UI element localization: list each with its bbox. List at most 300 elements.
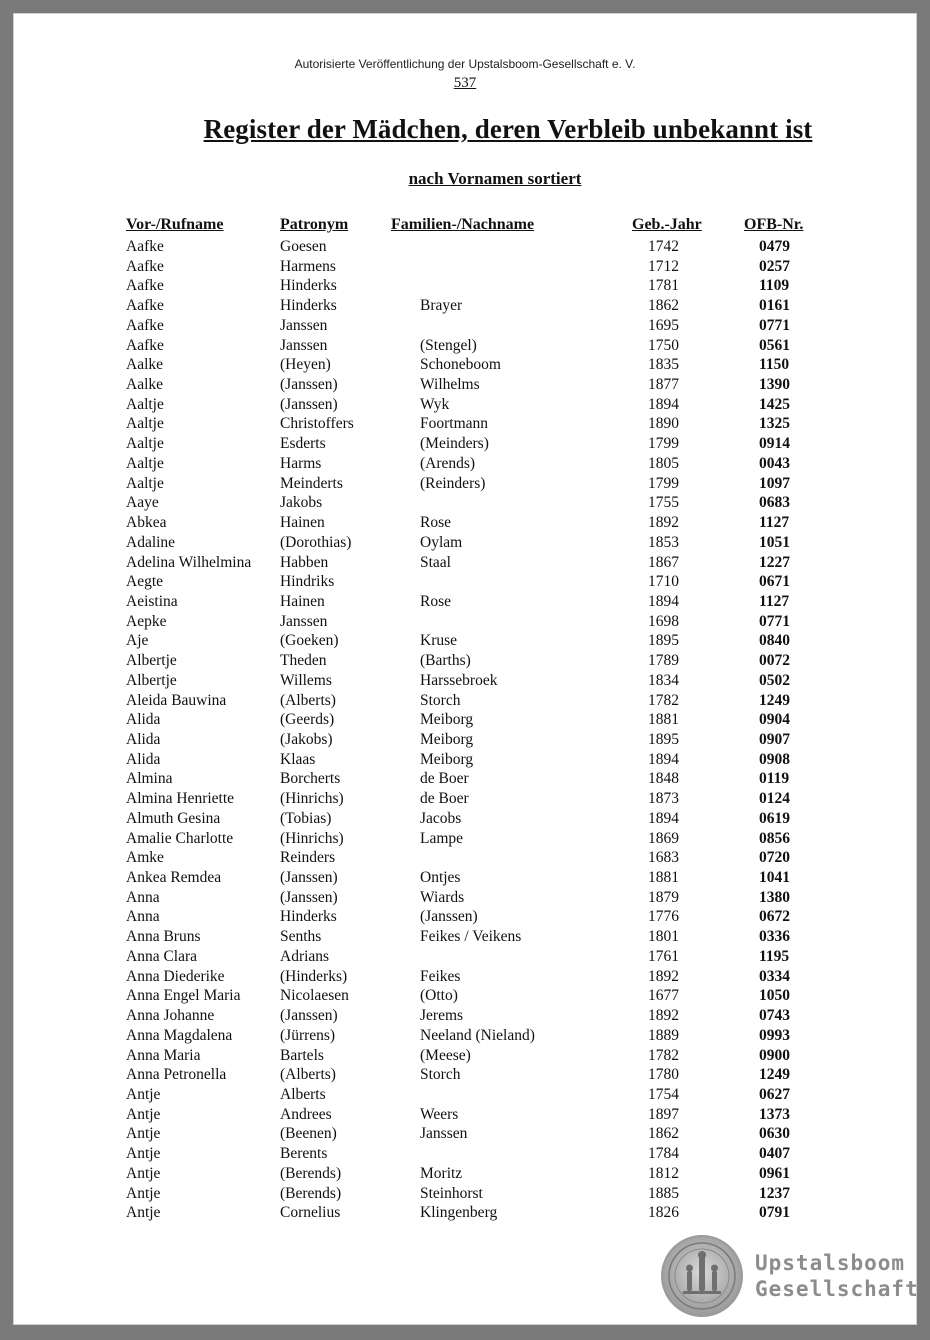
cell-family-name: Storch	[420, 1066, 461, 1084]
cell-patronym: Habben	[280, 553, 329, 571]
cell-family-name: Rose	[420, 514, 451, 532]
cell-first-name: Aleida Bauwina	[126, 691, 227, 709]
cell-birth-year: 1885	[648, 1184, 679, 1202]
table-row	[13, 474, 917, 494]
table-row	[13, 257, 917, 277]
cell-first-name: Aepke	[126, 612, 167, 630]
table-row	[13, 493, 917, 513]
cell-first-name: Alida	[126, 750, 161, 768]
cell-ofb-number: 1249	[759, 1066, 790, 1084]
cell-first-name: Anna Diederike	[126, 967, 225, 985]
cell-birth-year: 1695	[648, 316, 679, 334]
table-row	[13, 276, 917, 296]
cell-patronym: (Berends)	[280, 1184, 342, 1202]
cell-family-name: Brayer	[420, 297, 463, 315]
cell-first-name: Antje	[126, 1105, 161, 1123]
cell-ofb-number: 1390	[759, 376, 790, 394]
cell-ofb-number: 1227	[759, 553, 790, 571]
cell-ofb-number: 0961	[759, 1164, 790, 1182]
cell-family-name: Jerems	[420, 1007, 464, 1025]
cell-first-name: Anna Clara	[126, 947, 198, 965]
table-row	[13, 296, 917, 316]
cell-birth-year: 1894	[648, 395, 679, 413]
cell-patronym: Berents	[280, 1145, 328, 1163]
cell-family-name: Rose	[420, 592, 451, 610]
cell-family-name: Staal	[420, 553, 451, 571]
table-row	[13, 553, 917, 573]
page-subtitle: nach Vornamen sortiert	[408, 169, 582, 188]
table-row	[13, 1065, 917, 1085]
column-header-ofb-number: OFB-Nr.	[744, 216, 804, 233]
cell-patronym: Harmens	[280, 257, 336, 275]
table-row	[13, 750, 917, 770]
logo-line-2: Gesellschaft	[755, 1277, 919, 1301]
table-row	[13, 631, 917, 651]
cell-birth-year: 1892	[648, 967, 679, 985]
cell-ofb-number: 0671	[759, 573, 790, 591]
cell-ofb-number: 0119	[759, 770, 790, 788]
document-page	[13, 13, 917, 1325]
logo-wordmark	[755, 1250, 919, 1302]
cell-first-name: Aafke	[126, 277, 164, 295]
table-row	[13, 1164, 917, 1184]
cell-patronym: (Tobias)	[280, 809, 332, 827]
cell-ofb-number: 0161	[759, 297, 790, 315]
cell-birth-year: 1812	[648, 1164, 679, 1182]
cell-birth-year: 1894	[648, 750, 679, 768]
cell-birth-year: 1781	[648, 277, 679, 295]
table-row	[13, 316, 917, 336]
cell-first-name: Aje	[126, 632, 149, 650]
cell-birth-year: 1782	[648, 1046, 679, 1064]
cell-birth-year: 1834	[648, 671, 679, 689]
cell-patronym: Jakobs	[280, 494, 323, 512]
cell-patronym: Cornelius	[280, 1204, 341, 1222]
cell-patronym: Borcherts	[280, 770, 341, 788]
cell-first-name: Anna Engel Maria	[126, 987, 241, 1005]
cell-first-name: Aeistina	[126, 592, 178, 610]
table-row	[13, 1184, 917, 1204]
cell-ofb-number: 1041	[759, 869, 790, 887]
table-row	[13, 947, 917, 967]
cell-ofb-number: 0720	[759, 849, 790, 867]
cell-ofb-number: 0791	[759, 1204, 790, 1222]
cell-family-name: Wilhelms	[420, 376, 480, 394]
table-row	[13, 730, 917, 750]
table-row	[13, 1085, 917, 1105]
cell-first-name: Anna Johanne	[126, 1007, 215, 1025]
cell-birth-year: 1799	[648, 435, 679, 453]
cell-patronym: Alberts	[280, 1085, 326, 1103]
cell-patronym: (Goeken)	[280, 632, 339, 650]
cell-birth-year: 1873	[648, 790, 679, 808]
cell-patronym: (Hinrichs)	[280, 790, 344, 808]
table-row	[13, 355, 917, 375]
cell-first-name: Anna	[126, 908, 160, 926]
cell-first-name: Alida	[126, 711, 161, 729]
cell-family-name: (Reinders)	[420, 474, 486, 492]
cell-family-name: Schoneboom	[420, 356, 501, 374]
cell-patronym: (Hinrichs)	[280, 829, 344, 847]
table-row	[13, 848, 917, 868]
cell-first-name: Almina Henriette	[126, 790, 235, 808]
cell-first-name: Ankea Remdea	[126, 869, 222, 887]
cell-first-name: Aaltje	[126, 435, 164, 453]
table-row	[13, 907, 917, 927]
cell-ofb-number: 0856	[759, 829, 790, 847]
table-row	[13, 454, 917, 474]
cell-birth-year: 1755	[648, 494, 679, 512]
cell-family-name: Klingenberg	[420, 1204, 498, 1222]
cell-birth-year: 1789	[648, 652, 679, 670]
table-row	[13, 651, 917, 671]
cell-ofb-number: 0334	[759, 967, 790, 985]
table-row	[13, 336, 917, 356]
cell-first-name: Aaye	[126, 494, 159, 512]
cell-ofb-number: 1050	[759, 987, 790, 1005]
cell-birth-year: 1677	[648, 987, 679, 1005]
table-row	[13, 710, 917, 730]
cell-family-name: (Meinders)	[420, 435, 489, 453]
cell-birth-year: 1877	[648, 376, 679, 394]
table-row	[13, 967, 917, 987]
cell-ofb-number: 0993	[759, 1026, 790, 1044]
cell-ofb-number: 0908	[759, 750, 790, 768]
cell-patronym: Hainen	[280, 514, 325, 532]
cell-patronym: Hinderks	[280, 297, 337, 315]
cell-first-name: Aafke	[126, 316, 164, 334]
cell-family-name: (Arends)	[420, 454, 476, 472]
table-row	[13, 1026, 917, 1046]
cell-birth-year: 1754	[648, 1085, 679, 1103]
cell-family-name: Harssebroek	[420, 671, 498, 689]
cell-patronym: (Beenen)	[280, 1125, 337, 1143]
cell-family-name: Meiborg	[420, 731, 474, 748]
cell-patronym: Janssen	[280, 316, 328, 334]
cell-patronym: (Jürrens)	[280, 1026, 336, 1044]
cell-birth-year: 1889	[648, 1026, 679, 1044]
cell-patronym: Christoffers	[280, 415, 354, 433]
cell-birth-year: 1712	[648, 257, 679, 275]
cell-patronym: Willems	[280, 671, 332, 689]
cell-ofb-number: 0043	[759, 454, 790, 472]
cell-patronym: (Alberts)	[280, 1066, 336, 1084]
cell-birth-year: 1710	[648, 573, 679, 591]
cell-first-name: Amke	[126, 849, 164, 867]
cell-patronym: (Janssen)	[280, 888, 338, 906]
cell-birth-year: 1848	[648, 770, 679, 788]
table-row	[13, 612, 917, 632]
cell-birth-year: 1890	[648, 415, 679, 433]
logo-line-1: Upstalsboom	[755, 1251, 906, 1275]
cell-patronym: Meinderts	[280, 474, 343, 492]
cell-first-name: Amalie Charlotte	[126, 829, 234, 847]
cell-family-name: Feikes / Veikens	[420, 928, 522, 946]
cell-first-name: Antje	[126, 1164, 161, 1182]
table-row	[13, 1046, 917, 1066]
cell-family-name: Moritz	[420, 1164, 463, 1182]
cell-ofb-number: 1380	[759, 888, 790, 906]
cell-family-name: Meiborg	[420, 711, 474, 729]
cell-ofb-number: 0683	[759, 494, 790, 512]
cell-birth-year: 1780	[648, 1066, 679, 1084]
page-title: Register der Mädchen, deren Verbleib unbekannt ist	[203, 114, 813, 144]
cell-birth-year: 1799	[648, 474, 679, 492]
cell-patronym: Hainen	[280, 592, 325, 610]
cell-birth-year: 1683	[648, 849, 679, 867]
cell-first-name: Aaltje	[126, 474, 164, 492]
table-row	[13, 809, 917, 829]
table-row	[13, 986, 917, 1006]
page-number: 537	[453, 75, 477, 91]
cell-first-name: Aaltje	[126, 415, 164, 433]
cell-patronym: (Heyen)	[280, 356, 331, 374]
cell-patronym: Hinderks	[280, 277, 337, 295]
cell-family-name: Wyk	[420, 395, 450, 413]
cell-first-name: Abkea	[126, 514, 167, 532]
table-row	[13, 513, 917, 533]
cell-first-name: Anna	[126, 888, 160, 906]
table-row	[13, 533, 917, 553]
cell-birth-year: 1892	[648, 514, 679, 532]
table-row	[13, 1006, 917, 1026]
cell-first-name: Aafke	[126, 336, 164, 354]
cell-family-name: Oylam	[420, 533, 463, 551]
cell-ofb-number: 0502	[759, 671, 790, 689]
cell-ofb-number: 0257	[759, 257, 790, 275]
cell-ofb-number: 0627	[759, 1085, 790, 1103]
cell-family-name: de Boer	[420, 790, 469, 808]
cell-ofb-number: 1195	[759, 947, 790, 965]
column-header-name: Vor-/Rufname	[126, 216, 224, 233]
cell-family-name: Weers	[420, 1105, 459, 1123]
column-header-family-name: Familien-/Nachname	[391, 216, 535, 233]
cell-patronym: (Janssen)	[280, 395, 338, 413]
cell-family-name: (Barths)	[420, 652, 471, 670]
cell-first-name: Aaltje	[126, 395, 164, 413]
cell-patronym: Nicolaesen	[280, 987, 349, 1005]
publisher-line: Autorisierte Veröffentlichung der Upstalsboom-Gesellschaft e. V.	[294, 57, 636, 71]
society-seal-icon	[661, 1235, 743, 1317]
cell-birth-year: 1805	[648, 454, 679, 472]
cell-ofb-number: 0771	[759, 316, 790, 334]
cell-ofb-number: 0672	[759, 908, 790, 926]
cell-birth-year: 1881	[648, 711, 679, 729]
cell-patronym: Reinders	[280, 849, 336, 867]
cell-family-name: Feikes	[420, 967, 461, 985]
cell-ofb-number: 0630	[759, 1125, 790, 1143]
cell-first-name: Aaltje	[126, 454, 164, 472]
cell-ofb-number: 0619	[759, 809, 790, 827]
cell-patronym: (Janssen)	[280, 1007, 338, 1025]
cell-ofb-number: 0124	[759, 790, 790, 808]
cell-birth-year: 1784	[648, 1145, 679, 1163]
cell-patronym: Esderts	[280, 435, 326, 453]
cell-ofb-number: 0914	[759, 435, 790, 453]
cell-family-name: de Boer	[420, 770, 469, 788]
cell-first-name: Aegte	[126, 573, 164, 591]
cell-birth-year: 1698	[648, 612, 679, 630]
cell-birth-year: 1894	[648, 592, 679, 610]
column-header-birth-year: Geb.-Jahr	[632, 216, 702, 233]
cell-ofb-number: 0743	[759, 1007, 790, 1025]
cell-birth-year: 1895	[648, 731, 679, 748]
cell-family-name: Foortmann	[420, 415, 489, 433]
cell-family-name: (Stengel)	[420, 336, 477, 354]
table-row	[13, 414, 917, 434]
cell-birth-year: 1782	[648, 691, 679, 709]
upstalsboom-logo	[661, 1235, 919, 1317]
cell-birth-year: 1835	[648, 356, 679, 374]
cell-birth-year: 1892	[648, 1007, 679, 1025]
cell-ofb-number: 1237	[759, 1184, 790, 1202]
cell-family-name: (Janssen)	[420, 908, 478, 926]
cell-first-name: Antje	[126, 1145, 161, 1163]
cell-first-name: Anna Magdalena	[126, 1026, 233, 1044]
table-row	[13, 1105, 917, 1125]
cell-family-name: Kruse	[420, 632, 458, 650]
cell-birth-year: 1879	[648, 888, 679, 906]
cell-ofb-number: 0840	[759, 632, 790, 650]
table-row	[13, 237, 917, 257]
cell-first-name: Almuth Gesina	[126, 809, 221, 827]
table-row	[13, 434, 917, 454]
cell-first-name: Antje	[126, 1085, 161, 1103]
cell-ofb-number: 1051	[759, 533, 790, 551]
cell-patronym: (Dorothias)	[280, 533, 352, 551]
cell-family-name: Neeland (Nieland)	[420, 1026, 535, 1044]
cell-ofb-number: 0561	[759, 336, 790, 354]
cell-birth-year: 1862	[648, 1125, 679, 1143]
cell-first-name: Antje	[126, 1125, 161, 1143]
cell-family-name: Lampe	[420, 829, 464, 847]
table-row	[13, 789, 917, 809]
cell-ofb-number: 1150	[759, 356, 790, 374]
cell-family-name: Meiborg	[420, 750, 474, 768]
cell-ofb-number: 0907	[759, 731, 790, 748]
cell-first-name: Almina	[126, 770, 173, 788]
table-row	[13, 1203, 917, 1223]
cell-patronym: Janssen	[280, 336, 328, 354]
cell-ofb-number: 1425	[759, 395, 790, 413]
cell-birth-year: 1750	[648, 336, 679, 354]
cell-first-name: Antje	[126, 1184, 161, 1202]
cell-ofb-number: 0479	[759, 238, 790, 255]
cell-ofb-number: 1127	[759, 592, 790, 610]
cell-patronym: (Janssen)	[280, 376, 338, 394]
cell-first-name: Adelina Wilhelmina	[126, 553, 252, 571]
cell-family-name: (Meese)	[420, 1046, 471, 1064]
table-row	[13, 691, 917, 711]
cell-birth-year: 1894	[648, 809, 679, 827]
cell-first-name: Aafke	[126, 238, 164, 255]
cell-ofb-number: 1325	[759, 415, 790, 433]
cell-birth-year: 1742	[648, 238, 679, 255]
cell-first-name: Anna Petronella	[126, 1066, 227, 1084]
cell-first-name: Aafke	[126, 257, 164, 275]
cell-first-name: Adaline	[126, 533, 176, 551]
table-row	[13, 572, 917, 592]
cell-ofb-number: 1373	[759, 1105, 790, 1123]
cell-family-name: Jacobs	[420, 809, 462, 827]
cell-patronym: Theden	[280, 652, 327, 670]
cell-patronym: Klaas	[280, 750, 316, 768]
cell-first-name: Anna Bruns	[126, 928, 201, 946]
table-row	[13, 769, 917, 789]
cell-first-name: Aalke	[126, 376, 164, 394]
cell-birth-year: 1826	[648, 1204, 679, 1222]
cell-ofb-number: 0900	[759, 1046, 790, 1064]
cell-patronym: Hindriks	[280, 573, 335, 591]
cell-patronym: (Jakobs)	[280, 731, 333, 748]
cell-first-name: Alida	[126, 731, 161, 748]
cell-family-name: Janssen	[420, 1125, 468, 1143]
cell-family-name: Wiards	[420, 888, 465, 906]
table-row	[13, 868, 917, 888]
cell-birth-year: 1776	[648, 908, 679, 926]
cell-patronym: (Hinderks)	[280, 967, 348, 985]
cell-ofb-number: 0904	[759, 711, 790, 729]
table-row	[13, 592, 917, 612]
cell-patronym: Bartels	[280, 1046, 324, 1064]
cell-patronym: (Geerds)	[280, 711, 335, 729]
cell-patronym: Janssen	[280, 612, 328, 630]
cell-birth-year: 1761	[648, 947, 679, 965]
cell-birth-year: 1881	[648, 869, 679, 887]
cell-birth-year: 1862	[648, 297, 679, 315]
cell-family-name: Ontjes	[420, 869, 461, 887]
cell-family-name: Storch	[420, 691, 461, 709]
cell-first-name: Albertje	[126, 671, 177, 689]
cell-ofb-number: 0407	[759, 1145, 790, 1163]
table-row	[13, 1144, 917, 1164]
cell-ofb-number: 1097	[759, 474, 790, 492]
cell-ofb-number: 0336	[759, 928, 790, 946]
cell-first-name: Antje	[126, 1204, 161, 1222]
cell-first-name: Aafke	[126, 297, 164, 315]
cell-patronym: Andrees	[280, 1105, 332, 1123]
cell-ofb-number: 1109	[759, 277, 790, 295]
cell-patronym: Senths	[280, 928, 322, 946]
table-row	[13, 375, 917, 395]
cell-ofb-number: 0072	[759, 652, 790, 670]
cell-family-name: (Otto)	[420, 987, 458, 1005]
column-header-patronym: Patronym	[280, 216, 349, 233]
table-row	[13, 888, 917, 908]
table-row	[13, 829, 917, 849]
cell-patronym: Adrians	[280, 947, 330, 965]
table-row	[13, 927, 917, 947]
cell-birth-year: 1853	[648, 533, 679, 551]
cell-ofb-number: 0771	[759, 612, 790, 630]
cell-ofb-number: 1249	[759, 691, 790, 709]
cell-birth-year: 1801	[648, 928, 679, 946]
cell-birth-year: 1895	[648, 632, 679, 650]
cell-first-name: Albertje	[126, 652, 177, 670]
cell-patronym: (Alberts)	[280, 691, 336, 709]
cell-patronym: Harms	[280, 454, 322, 472]
cell-first-name: Anna Maria	[126, 1046, 201, 1064]
cell-birth-year: 1869	[648, 829, 679, 847]
cell-family-name: Steinhorst	[420, 1184, 483, 1202]
table-row	[13, 395, 917, 415]
cell-patronym: (Berends)	[280, 1164, 342, 1182]
cell-patronym: Goesen	[280, 238, 327, 255]
table-row	[13, 1124, 917, 1144]
cell-birth-year: 1897	[648, 1105, 679, 1123]
cell-birth-year: 1867	[648, 553, 679, 571]
table-row	[13, 671, 917, 691]
